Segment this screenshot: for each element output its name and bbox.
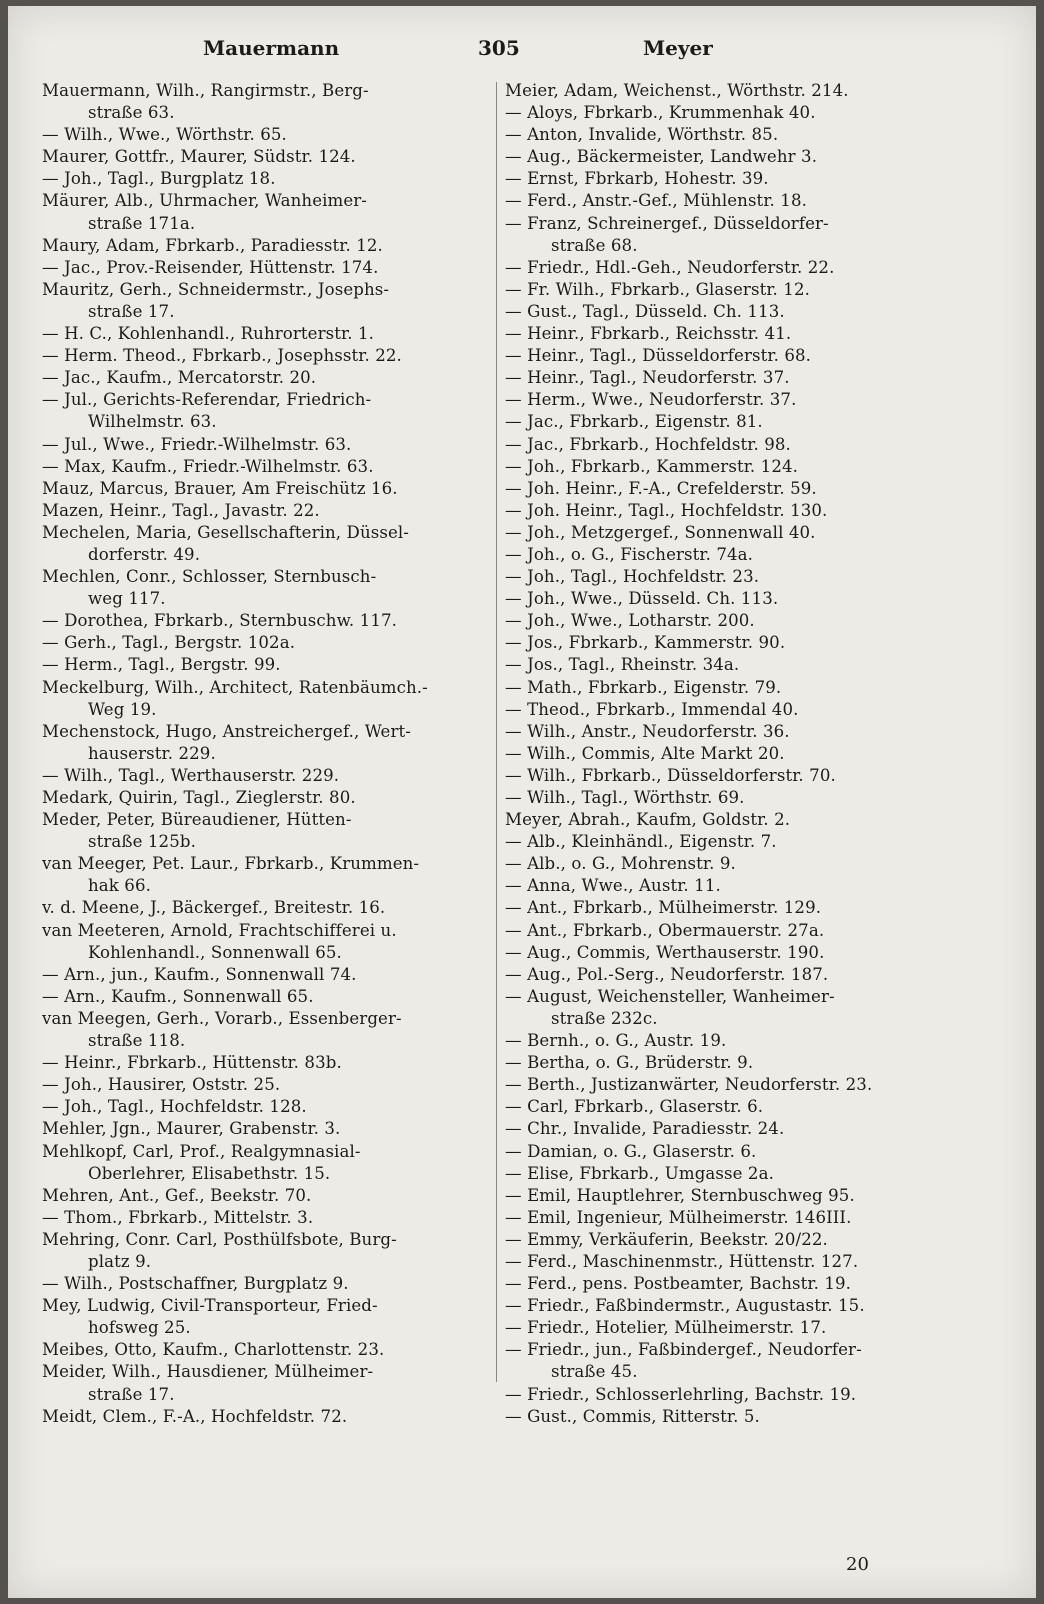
entry-continuation-line: hauserstr. 229. [88,743,216,763]
entry-continuation-line: Weg 19. [88,699,157,719]
directory-entry-line: — Ernst, Fbrkarb, Hohestr. 39. [505,169,769,189]
directory-entry-line: — Ferd., pens. Postbeamter, Bachstr. 19. [505,1274,852,1294]
directory-entry-line: — Joh., o. G., Fischerstr. 74a. [505,544,754,564]
entry-continuation-line: straße 17. [88,1384,175,1404]
directory-entry-line: Maurer, Gottfr., Maurer, Südstr. 124. [42,147,356,167]
directory-entry-line: — Bernh., o. G., Austr. 19. [505,1031,727,1051]
entry-continuation-line: Wilhelmstr. 63. [88,412,217,432]
directory-entry-line: Mehring, Conr. Carl, Posthülfsbote, Burg- [42,1229,397,1249]
directory-entry-line: — Jul., Gerichts-Referendar, Friedrich- [42,390,372,410]
directory-entry-line: — Ferd., Maschinenmstr., Hüttenstr. 127. [505,1251,859,1271]
directory-entry-line: — Heinr., Tagl., Düsseldorferstr. 68. [505,346,812,366]
right-column [505,80,965,1428]
header-right-keyword: Meyer [643,36,713,60]
directory-entry-line: Meyer, Abrah., Kaufm, Goldstr. 2. [505,810,791,830]
directory-entry-line: — Carl, Fbrkarb., Glaserstr. 6. [505,1097,764,1117]
directory-entry-line: — Joh. Heinr., F.-A., Crefelderstr. 59. [505,478,817,498]
directory-entry-line: — Jos., Tagl., Rheinstr. 34a. [505,655,740,675]
directory-entry-line: Mehlkopf, Carl, Prof., Realgymnasial- [42,1141,361,1161]
directory-entry-line: Mehler, Jgn., Maurer, Grabenstr. 3. [42,1119,341,1139]
directory-entry-line: — Joh., Fbrkarb., Kammerstr. 124. [505,456,799,476]
directory-entry-line: — Wilh., Wwe., Wörthstr. 65. [42,125,287,145]
directory-entry-line: — Joh., Metzgergef., Sonnenwall 40. [505,522,816,542]
sheet-signature: 20 [846,1554,869,1575]
directory-entry-line: Mey, Ludwig, Civil-Transporteur, Fried- [42,1296,378,1316]
directory-entry-line: — Math., Fbrkarb., Eigenstr. 79. [505,677,782,697]
directory-entry-line: — August, Weichensteller, Wanheimer- [505,986,835,1006]
directory-entry-line: — Heinr., Fbrkarb., Hüttenstr. 83b. [42,1053,342,1073]
directory-entry-line: — Fr. Wilh., Fbrkarb., Glaserstr. 12. [505,279,810,299]
left-column [42,80,492,1428]
directory-entry-line: — Wilh., Fbrkarb., Düsseldorferstr. 70. [505,765,836,785]
directory-entry-line: — Franz, Schreinergef., Düsseldorfer- [505,213,829,233]
directory-entry-line: — Gust., Commis, Ritterstr. 5. [505,1406,760,1426]
directory-entry-line: Meier, Adam, Weichenst., Wörthstr. 214. [505,81,849,100]
directory-entry-line: — Berth., Justizanwärter, Neudorferstr. 23. [505,1075,873,1095]
column-divider [496,82,497,1382]
directory-entry-line: — Heinr., Tagl., Neudorferstr. 37. [505,368,790,388]
directory-entry-line: — Wilh., Tagl., Wörthstr. 69. [505,788,745,807]
directory-entry-line: — Gust., Tagl., Düsseld. Ch. 113. [505,301,785,321]
directory-entry-line: Meckelburg, Wilh., Architect, Ratenbäumch.- [42,677,428,697]
directory-entry-line: — Aug., Commis, Werthauserstr. 190. [505,942,825,962]
directory-entry-line: Mäurer, Alb., Uhrmacher, Wanheimer- [42,191,368,211]
directory-entry-line: — Anton, Invalide, Wörthstr. 85. [505,125,779,145]
directory-entry-line: Medark, Quirin, Tagl., Zieglerstr. 80. [42,788,356,807]
directory-entry-line: van Meeger, Pet. Laur., Fbrkarb., Krummen- [42,854,420,874]
directory-entry-line: — Wilh., Anstr., Neudorferstr. 36. [505,721,790,741]
directory-entry-line: — Joh., Tagl., Hochfeldstr. 128. [42,1097,307,1117]
entry-continuation-line: hak 66. [88,876,151,896]
directory-entry-line: — Anna, Wwe., Austr. 11. [505,876,721,896]
entry-continuation-line: straße 171a. [88,213,196,233]
directory-entry-line: Mechenstock, Hugo, Anstreichergef., Wert- [42,721,411,741]
directory-entry-line: Mauermann, Wilh., Rangirmstr., Berg- [42,81,369,100]
directory-entry-line: — Jac., Fbrkarb., Eigenstr. 81. [505,412,763,432]
entry-continuation-line: straße 118. [88,1031,186,1051]
directory-entry-line: v. d. Meene, J., Bäckergef., Breitestr. 16. [42,898,386,918]
directory-entry-line: — Arn., Kaufm., Sonnenwall 65. [42,986,314,1006]
directory-entry-line: — Emil, Ingenieur, Mülheimerstr. 146III. [505,1207,852,1227]
directory-entry-line: Mauritz, Gerh., Schneidermstr., Josephs- [42,279,390,299]
directory-entry-line: — Herm., Wwe., Neudorferstr. 37. [505,390,797,410]
directory-entry-line: — Joh., Hausirer, Oststr. 25. [42,1075,281,1095]
directory-entry-line: Meider, Wilh., Hausdiener, Mülheimer- [42,1362,374,1382]
entry-continuation-line: straße 125b. [88,832,196,852]
directory-entry-line: — Joh., Wwe., Lotharstr. 200. [505,611,755,631]
directory-entry-line: — Ant., Fbrkarb., Mülheimerstr. 129. [505,898,822,918]
running-header [8,36,1036,68]
entry-continuation-line: dorferstr. 49. [88,544,201,564]
directory-entry-line: — Joh., Tagl., Burgplatz 18. [42,169,276,189]
entry-continuation-line: straße 17. [88,301,175,321]
directory-entry-line: — Damian, o. G., Glaserstr. 6. [505,1141,757,1161]
directory-entry-line: — Chr., Invalide, Paradiesstr. 24. [505,1119,785,1139]
directory-entry-line: — Arn., jun., Kaufm., Sonnenwall 74. [42,964,357,984]
directory-entry-line: Meibes, Otto, Kaufm., Charlottenstr. 23. [42,1340,385,1360]
directory-entry-line: — Jul., Wwe., Friedr.-Wilhelmstr. 63. [42,434,352,454]
entry-continuation-line: hofsweg 25. [88,1318,191,1338]
entry-continuation-line: Oberlehrer, Elisabethstr. 15. [88,1163,331,1183]
directory-entry-line: — H. C., Kohlenhandl., Ruhrorterstr. 1. [42,324,374,344]
directory-entry-line: — Heinr., Fbrkarb., Reichsstr. 41. [505,324,792,344]
directory-entry-line: — Wilh., Tagl., Werthauserstr. 229. [42,765,340,785]
directory-entry-line: — Gerh., Tagl., Bergstr. 102a. [42,633,296,653]
directory-entry-line: — Alb., o. G., Mohrenstr. 9. [505,854,736,874]
directory-entry-line: van Meegen, Gerh., Vorarb., Essenberger- [42,1008,402,1028]
directory-entry-line: — Theod., Fbrkarb., Immendal 40. [505,699,799,719]
entry-continuation-line: straße 63. [88,103,175,123]
directory-entry-line: — Joh. Heinr., Tagl., Hochfeldstr. 130. [505,500,828,520]
directory-entry-line: — Friedr., Schlosserlehrling, Bachstr. 19. [505,1384,857,1404]
entry-continuation-line: straße 68. [551,235,638,255]
directory-entry-line: Mauz, Marcus, Brauer, Am Freischütz 16. [42,478,398,498]
page-number: 305 [478,36,520,60]
header-left-keyword: Mauermann [203,36,340,60]
entry-continuation-line: platz 9. [88,1251,152,1271]
directory-entry-line: — Emil, Hauptlehrer, Sternbuschweg 95. [505,1185,855,1205]
directory-entry-line: — Jac., Prov.-Reisender, Hüttenstr. 174. [42,257,379,277]
directory-entry-line: — Herm. Theod., Fbrkarb., Josephsstr. 22. [42,346,402,366]
directory-entry-line: Mechelen, Maria, Gesellschafterin, Düssel- [42,522,410,542]
directory-entry-line: Meder, Peter, Büreaudiener, Hütten- [42,810,352,830]
entry-continuation-line: weg 117. [88,589,166,609]
directory-entry-line: — Emmy, Verkäuferin, Beekstr. 20/22. [505,1229,828,1249]
directory-entry-line: — Friedr., Hdl.-Geh., Neudorferstr. 22. [505,257,835,277]
entry-continuation-line: straße 45. [551,1362,638,1382]
directory-page [8,6,1036,1598]
directory-entry-line: Meidt, Clem., F.-A., Hochfeldstr. 72. [42,1406,348,1426]
directory-entry-line: — Elise, Fbrkarb., Umgasse 2a. [505,1163,774,1183]
directory-entry-line: — Aloys, Fbrkarb., Krummenhak 40. [505,103,816,123]
directory-entry-line: — Friedr., Faßbindermstr., Augustastr. 15. [505,1296,865,1316]
directory-entry-line: — Wilh., Postschaffner, Burgplatz 9. [42,1274,349,1294]
directory-entry-line: — Jac., Kaufm., Mercatorstr. 20. [42,368,317,388]
directory-entry-line: — Ferd., Anstr.-Gef., Mühlenstr. 18. [505,191,807,211]
directory-entry-line: — Jac., Fbrkarb., Hochfeldstr. 98. [505,434,791,454]
directory-entry-line: — Joh., Wwe., Düsseld. Ch. 113. [505,589,779,609]
entry-continuation-line: straße 232c. [551,1008,658,1028]
directory-entry-line: Mazen, Heinr., Tagl., Javastr. 22. [42,500,320,520]
entry-continuation-line: Kohlenhandl., Sonnenwall 65. [88,942,342,962]
directory-entry-line: Mehren, Ant., Gef., Beekstr. 70. [42,1185,312,1205]
directory-entry-line: — Max, Kaufm., Friedr.-Wilhelmstr. 63. [42,456,374,476]
directory-entry-line: — Joh., Tagl., Hochfeldstr. 23. [505,567,760,587]
directory-entry-line: — Friedr., jun., Faßbindergef., Neudorfer- [505,1340,862,1360]
directory-entry-line: — Bertha, o. G., Brüderstr. 9. [505,1053,754,1073]
directory-entry-line: — Thom., Fbrkarb., Mittelstr. 3. [42,1207,314,1227]
directory-entry-line: — Aug., Bäckermeister, Landwehr 3. [505,147,818,167]
directory-entry-line: Maury, Adam, Fbrkarb., Paradiesstr. 12. [42,235,383,255]
directory-entry-line: van Meeteren, Arnold, Frachtschifferei u. [42,920,397,940]
directory-entry-line: — Alb., Kleinhändl., Eigenstr. 7. [505,832,777,852]
directory-entry-line: Mechlen, Conr., Schlosser, Sternbusch- [42,567,377,587]
directory-entry-line: — Aug., Pol.-Serg., Neudorferstr. 187. [505,964,829,984]
directory-entry-line: — Herm., Tagl., Bergstr. 99. [42,655,281,675]
directory-entry-line: — Wilh., Commis, Alte Markt 20. [505,743,785,763]
directory-entry-line: — Dorothea, Fbrkarb., Sternbuschw. 117. [42,611,398,631]
directory-entry-line: — Jos., Fbrkarb., Kammerstr. 90. [505,633,786,653]
directory-entry-line: — Ant., Fbrkarb., Obermauerstr. 27a. [505,920,825,940]
directory-entry-line: — Friedr., Hotelier, Mülheimerstr. 17. [505,1318,827,1338]
